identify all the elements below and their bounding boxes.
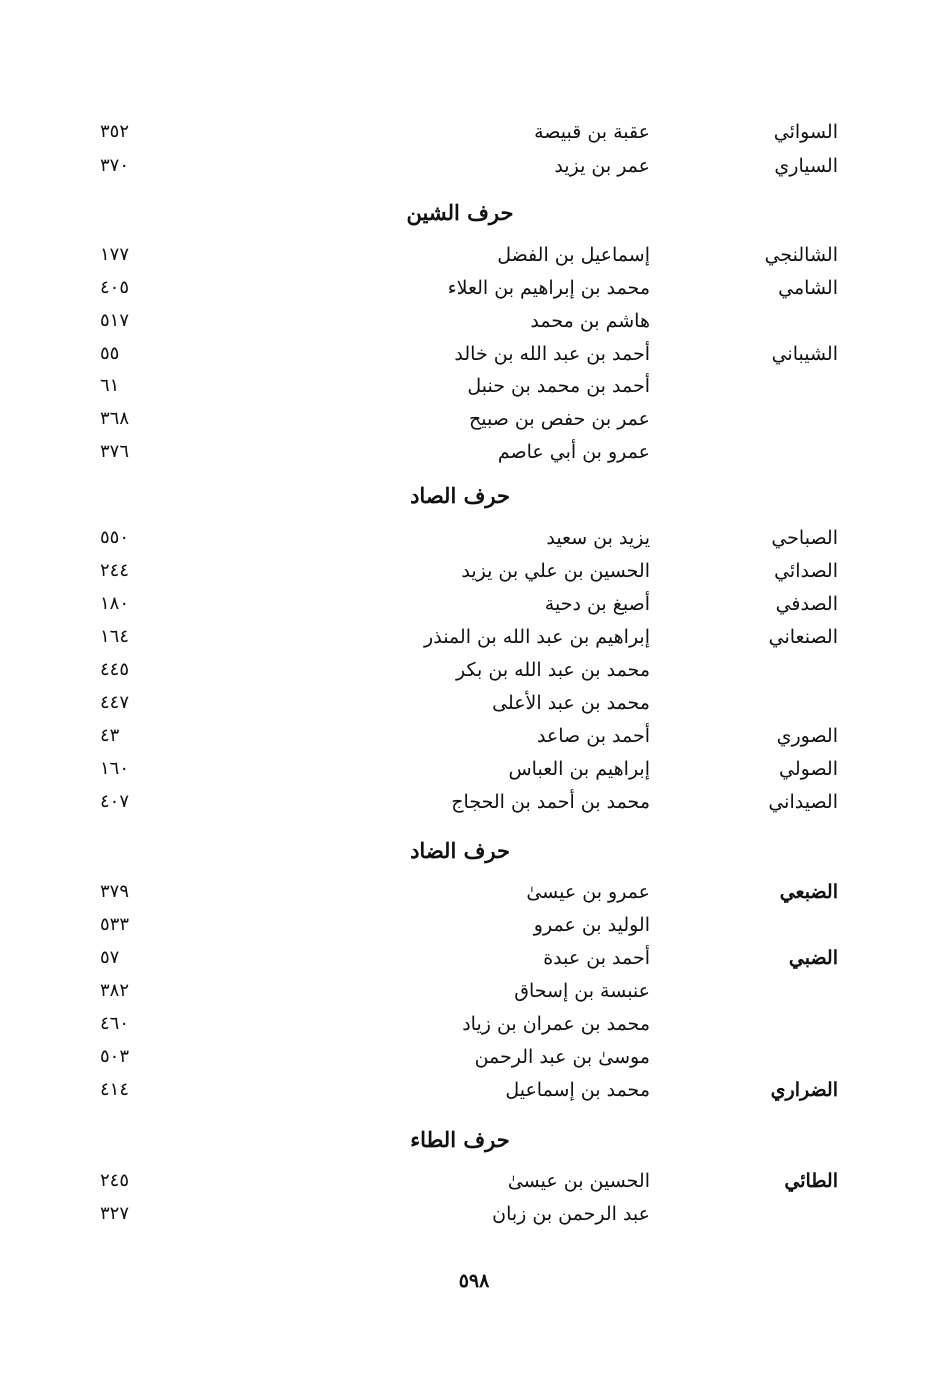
index-entry: [0, 1170, 948, 1204]
entry-nisba: الطائي: [784, 1170, 838, 1192]
entry-nisba: الشامي: [778, 277, 838, 299]
section-heading: حرف الشين: [406, 200, 514, 225]
entry-page: ٥٧: [100, 947, 120, 968]
index-entry: [0, 725, 948, 759]
index-entry: [0, 758, 948, 792]
entry-page: ٣٧٦: [100, 441, 130, 462]
entry-name: محمد بن إسماعيل: [505, 1079, 650, 1101]
entry-name: محمد بن عبد الأعلى: [492, 692, 650, 714]
entry-page: ٥١٧: [100, 310, 130, 331]
index-entry: [0, 441, 948, 475]
entry-page: ٣٨٢: [100, 980, 130, 1001]
index-entry: [0, 527, 948, 561]
entry-page: ٥٠٣: [100, 1046, 130, 1067]
entry-nisba: الشالنجي: [764, 244, 838, 266]
index-entry: [0, 560, 948, 594]
entry-nisba: السوائي: [773, 121, 838, 143]
index-entry: [0, 914, 948, 948]
entry-page: ٤١٤: [100, 1079, 130, 1100]
entry-page: ٣٦٨: [100, 408, 130, 429]
entry-name: إبراهيم بن العباس: [508, 758, 650, 780]
index-entry: [0, 155, 948, 189]
entry-name: أحمد بن عبدة: [543, 947, 650, 969]
entry-page: ١٦٤: [100, 626, 130, 647]
entry-page: ٦١: [100, 375, 120, 396]
entry-nisba: الشيباني: [771, 343, 838, 365]
section-heading: حرف الطاء: [410, 1127, 510, 1152]
index-entry: [0, 310, 948, 344]
entry-nisba: الصولي: [779, 758, 838, 780]
index-entry: [0, 277, 948, 311]
entry-nisba: الصيداني: [768, 791, 838, 813]
entry-page: ٣٧٠: [100, 155, 130, 176]
index-entry: [0, 626, 948, 660]
entry-name: الحسين بن عيسىٰ: [507, 1170, 650, 1192]
entry-name: أحمد بن عبد الله بن خالد: [454, 343, 650, 365]
entry-name: يزيد بن سعيد: [546, 527, 650, 549]
entry-name: عمر بن حفص بن صبيح: [469, 408, 650, 430]
entry-nisba: الصدائي: [774, 560, 838, 582]
entry-name: هاشم بن محمد: [530, 310, 650, 332]
entry-name: محمد بن أحمد بن الحجاج: [451, 791, 650, 813]
entry-nisba: الضبي: [788, 947, 838, 969]
index-entry: [0, 692, 948, 726]
index-entry: [0, 1203, 948, 1237]
entry-name: عبد الرحمن بن زبان: [492, 1203, 650, 1225]
entry-page: ١٦٠: [100, 758, 130, 779]
entry-nisba: السياري: [774, 155, 838, 177]
index-entry: [0, 1046, 948, 1080]
index-entry: [0, 375, 948, 409]
page-number: ٥٩٨: [458, 1270, 490, 1292]
entry-page: ٤٣: [100, 725, 120, 746]
entry-page: ٤٤٥: [100, 659, 130, 680]
entry-name: أحمد بن محمد بن حنبل: [467, 375, 650, 397]
index-entry: [0, 121, 948, 155]
entry-name: أصبغ بن دحية: [544, 593, 650, 615]
entry-page: ٥٥٠: [100, 527, 130, 548]
entry-page: ٥٣٣: [100, 914, 130, 935]
entry-name: الوليد بن عمرو: [533, 914, 650, 936]
entry-name: عنبسة بن إسحاق: [514, 980, 650, 1002]
entry-page: ١٨٠: [100, 593, 130, 614]
index-entry: [0, 343, 948, 377]
entry-page: ٥٥: [100, 343, 120, 364]
entry-page: ٢٤٥: [100, 1170, 130, 1191]
entry-name: عقبة بن قبيصة: [534, 121, 650, 143]
section-heading: حرف الصاد: [410, 483, 510, 508]
entry-nisba: الصباحي: [771, 527, 838, 549]
entry-name: عمر بن يزيد: [554, 155, 650, 177]
entry-name: الحسين بن علي بن يزيد: [461, 560, 650, 582]
entry-page: ٤٤٧: [100, 692, 130, 713]
entry-page: ٢٤٤: [100, 560, 130, 581]
section-heading: حرف الضاد: [410, 838, 510, 863]
index-entry: [0, 1013, 948, 1047]
entry-nisba: الضراري: [770, 1079, 838, 1101]
entry-name: محمد بن عمران بن زياد: [462, 1013, 650, 1035]
index-entry: [0, 408, 948, 442]
entry-nisba: الضبعي: [779, 881, 838, 903]
entry-name: محمد بن إبراهيم بن العلاء: [447, 277, 650, 299]
entry-page: ٤٠٧: [100, 791, 130, 812]
index-entry: [0, 881, 948, 915]
entry-name: أحمد بن صاعد: [536, 725, 650, 747]
entry-page: ١٧٧: [100, 244, 130, 265]
entry-name: إسماعيل بن الفضل: [497, 244, 650, 266]
entry-nisba: الصدفي: [775, 593, 838, 615]
entry-page: ٤٠٥: [100, 277, 130, 298]
entry-page: ٤٦٠: [100, 1013, 130, 1034]
entry-name: محمد بن عبد الله بن بكر: [456, 659, 650, 681]
entry-name: عمرو بن عيسىٰ: [526, 881, 650, 903]
index-entry: [0, 659, 948, 693]
index-entry: [0, 244, 948, 278]
entry-name: عمرو بن أبي عاصم: [497, 441, 650, 463]
entry-page: ٣٧٩: [100, 881, 130, 902]
entry-name: موسىٰ بن عبد الرحمن: [474, 1046, 650, 1068]
entry-nisba: الصوري: [776, 725, 838, 747]
entry-nisba: الصنعاني: [768, 626, 838, 648]
index-entry: [0, 1079, 948, 1113]
index-entry: [0, 980, 948, 1014]
entry-page: ٣٢٧: [100, 1203, 130, 1224]
index-entry: [0, 791, 948, 825]
index-entry: [0, 593, 948, 627]
entry-name: إبراهيم بن عبد الله بن المنذر: [424, 626, 650, 648]
index-entry: [0, 947, 948, 981]
entry-page: ٣٥٢: [100, 121, 130, 142]
